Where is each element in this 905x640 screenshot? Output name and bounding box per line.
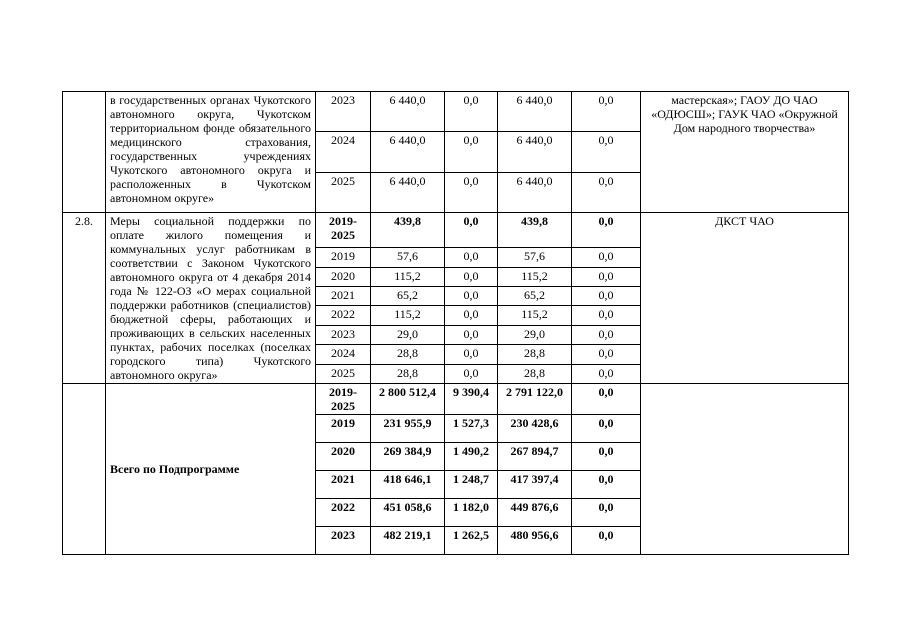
- federal-cell: 0,0: [445, 213, 498, 248]
- budget-table: [62, 91, 849, 555]
- regional-cell: 417 397,4: [498, 471, 572, 499]
- year-cell: 2023: [316, 92, 371, 132]
- federal-cell: 1 182,0: [445, 499, 498, 527]
- other-cell: 0,0: [572, 443, 641, 471]
- total-cell: 6 440,0: [371, 132, 445, 172]
- regional-cell: 6 440,0: [498, 92, 572, 132]
- regional-cell: 6 440,0: [498, 172, 572, 212]
- year-cell: 2024: [316, 345, 371, 364]
- year-cell: 2019-2025: [316, 384, 371, 415]
- year-cell: 2024: [316, 132, 371, 172]
- year-cell: 2020: [316, 443, 371, 471]
- federal-cell: 0,0: [445, 248, 498, 267]
- total-cell: 6 440,0: [371, 172, 445, 212]
- total-label-cell: Всего по Подпрограмме: [106, 384, 316, 555]
- other-cell: 0,0: [572, 345, 641, 364]
- item-description-cell: Меры социальной поддержки по оплате жилого помещения и коммунальных услуг работникам в соответствии с Законом Чукотского автономного округа от 4 декабря 2014 года № 122-ОЗ «О мерах социальной поддержки работников (специалистов) бюджетной сферы, работающих и проживающих в сельских населенных пунктах, рабочих поселках (поселках городского типа) Чукотского автономного округа»: [106, 213, 316, 384]
- regional-cell: 2 791 122,0: [498, 384, 572, 415]
- year-cell: 2025: [316, 172, 371, 212]
- year-cell: 2022: [316, 306, 371, 325]
- total-cell: 2 800 512,4: [371, 384, 445, 415]
- continuation-row: [63, 92, 849, 132]
- responsible-cell: ДКСТ ЧАО: [641, 213, 849, 384]
- regional-cell: 449 876,6: [498, 499, 572, 527]
- year-cell: 2021: [316, 471, 371, 499]
- other-cell: 0,0: [572, 415, 641, 443]
- year-cell: 2019: [316, 415, 371, 443]
- regional-cell: 65,2: [498, 287, 572, 306]
- total-number-cell: [63, 384, 106, 555]
- regional-cell: 57,6: [498, 248, 572, 267]
- total-cell: 231 955,9: [371, 415, 445, 443]
- total-cell: 6 440,0: [371, 92, 445, 132]
- total-cell: 29,0: [371, 325, 445, 344]
- other-cell: 0,0: [572, 364, 641, 383]
- total-cell: 28,8: [371, 364, 445, 383]
- other-cell: 0,0: [572, 248, 641, 267]
- regional-cell: 230 428,6: [498, 415, 572, 443]
- responsible-cell: мастерская»; ГАОУ ДО ЧАО «ОДЮСШ»; ГАУК ЧАО «Окружной Дом народного творчества»: [641, 92, 849, 213]
- regional-cell: 267 894,7: [498, 443, 572, 471]
- regional-cell: 439,8: [498, 213, 572, 248]
- total-cell: 418 646,1: [371, 471, 445, 499]
- regional-cell: 6 440,0: [498, 132, 572, 172]
- federal-cell: 1 262,5: [445, 527, 498, 555]
- totals-row: [63, 384, 849, 415]
- other-cell: 0,0: [572, 132, 641, 172]
- federal-cell: 9 390,4: [445, 384, 498, 415]
- total-cell: 115,2: [371, 267, 445, 286]
- year-cell: 2020: [316, 267, 371, 286]
- federal-cell: 0,0: [445, 132, 498, 172]
- item-number-cell: 2.8.: [63, 213, 106, 384]
- other-cell: 0,0: [572, 213, 641, 248]
- total-cell: 28,8: [371, 345, 445, 364]
- total-cell: 451 058,6: [371, 499, 445, 527]
- federal-cell: 0,0: [445, 306, 498, 325]
- total-cell: 269 384,9: [371, 443, 445, 471]
- item-number-cell: [63, 92, 106, 213]
- other-cell: 0,0: [572, 527, 641, 555]
- federal-cell: 0,0: [445, 364, 498, 383]
- total-responsible-cell: [641, 384, 849, 555]
- federal-cell: 1 527,3: [445, 415, 498, 443]
- year-cell: 2022: [316, 499, 371, 527]
- year-cell: 2019-2025: [316, 213, 371, 248]
- regional-cell: 28,8: [498, 345, 572, 364]
- regional-cell: 29,0: [498, 325, 572, 344]
- other-cell: 0,0: [572, 325, 641, 344]
- other-cell: 0,0: [572, 306, 641, 325]
- year-cell: 2023: [316, 527, 371, 555]
- other-cell: 0,0: [572, 287, 641, 306]
- other-cell: 0,0: [572, 172, 641, 212]
- total-cell: 57,6: [371, 248, 445, 267]
- federal-cell: 0,0: [445, 325, 498, 344]
- year-cell: 2019: [316, 248, 371, 267]
- other-cell: 0,0: [572, 499, 641, 527]
- other-cell: 0,0: [572, 471, 641, 499]
- regional-cell: 115,2: [498, 306, 572, 325]
- total-cell: 439,8: [371, 213, 445, 248]
- other-cell: 0,0: [572, 267, 641, 286]
- item_2_8-row: [63, 213, 849, 248]
- year-cell: 2021: [316, 287, 371, 306]
- regional-cell: 480 956,6: [498, 527, 572, 555]
- federal-cell: 1 248,7: [445, 471, 498, 499]
- other-cell: 0,0: [572, 92, 641, 132]
- total-cell: 115,2: [371, 306, 445, 325]
- regional-cell: 28,8: [498, 364, 572, 383]
- regional-cell: 115,2: [498, 267, 572, 286]
- other-cell: 0,0: [572, 384, 641, 415]
- year-cell: 2023: [316, 325, 371, 344]
- federal-cell: 0,0: [445, 172, 498, 212]
- federal-cell: 0,0: [445, 345, 498, 364]
- total-cell: 482 219,1: [371, 527, 445, 555]
- federal-cell: 0,0: [445, 267, 498, 286]
- federal-cell: 0,0: [445, 287, 498, 306]
- total-cell: 65,2: [371, 287, 445, 306]
- federal-cell: 1 490,2: [445, 443, 498, 471]
- year-cell: 2025: [316, 364, 371, 383]
- item-description-cell: в государственных органах Чукотского автономного округа, Чукотском территориальном фонде обязательного медицинского страхования, государственных учреждениях Чукотского автономного округа и расположенных в Чукотском автономном округе»: [106, 92, 316, 213]
- federal-cell: 0,0: [445, 92, 498, 132]
